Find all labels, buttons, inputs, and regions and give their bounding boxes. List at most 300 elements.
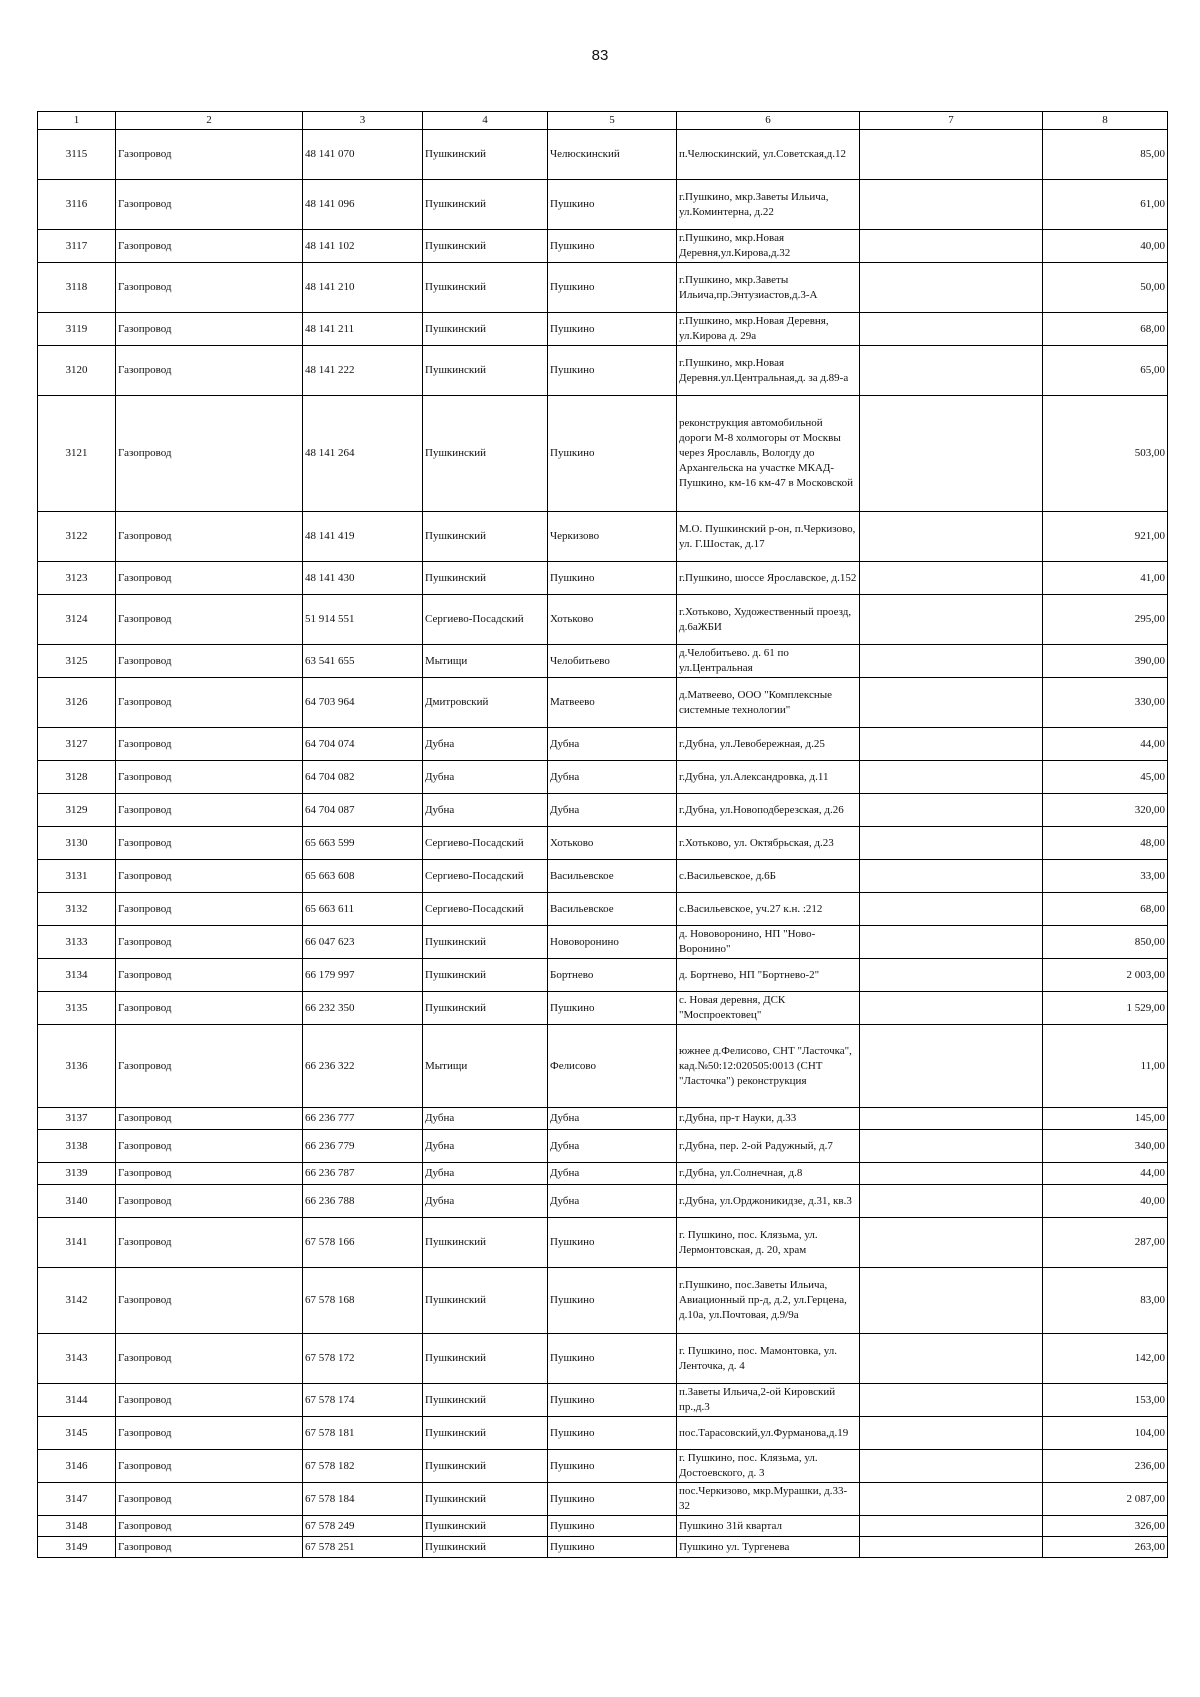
row-number-cell: 3131	[38, 860, 116, 893]
row-number-cell: 3129	[38, 794, 116, 827]
table-row	[38, 926, 1168, 959]
column-7-cell	[860, 645, 1043, 678]
address-cell: д. Нововоронино, НП "Ново-Воронино"	[677, 926, 860, 959]
value-cell: 104,00	[1043, 1417, 1168, 1450]
address-cell: г.Пушкино, мкр.Заветы Ильича, ул.Коминтерна, д.22	[677, 180, 860, 230]
object-type-cell: Газопровод	[116, 1537, 303, 1558]
district-cell: Пушкинский	[423, 230, 548, 263]
object-type-cell: Газопровод	[116, 595, 303, 645]
locality-cell: Дубна	[548, 761, 677, 794]
locality-cell: Черкизово	[548, 512, 677, 562]
value-cell: 68,00	[1043, 313, 1168, 346]
object-code-cell: 65 663 608	[303, 860, 423, 893]
object-code-cell: 65 663 611	[303, 893, 423, 926]
row-number-cell: 3136	[38, 1025, 116, 1108]
object-type-cell: Газопровод	[116, 1334, 303, 1384]
column-7-cell	[860, 1218, 1043, 1268]
district-cell: Пушкинский	[423, 396, 548, 512]
address-cell: г.Пушкино, мкр.Заветы Ильича,пр.Энтузиастов,д.3-А	[677, 263, 860, 313]
address-cell: г.Дубна, ул.Солнечная, д.8	[677, 1163, 860, 1185]
value-cell: 44,00	[1043, 1163, 1168, 1185]
address-cell: г.Дубна, ул.Новоподберезская, д.26	[677, 794, 860, 827]
column-7-cell	[860, 1417, 1043, 1450]
value-cell: 83,00	[1043, 1268, 1168, 1334]
district-cell: Пушкинский	[423, 1384, 548, 1417]
row-number-cell: 3132	[38, 893, 116, 926]
row-number-cell: 3142	[38, 1268, 116, 1334]
object-code-cell: 48 141 096	[303, 180, 423, 230]
value-cell: 295,00	[1043, 595, 1168, 645]
object-type-cell: Газопровод	[116, 1163, 303, 1185]
column-7-cell	[860, 130, 1043, 180]
locality-cell: Пушкино	[548, 562, 677, 595]
table-row	[38, 992, 1168, 1025]
district-cell: Пушкинский	[423, 1450, 548, 1483]
address-cell: г. Пушкино, пос. Мамонтовка, ул. Ленточка, д. 4	[677, 1334, 860, 1384]
locality-cell: Пушкино	[548, 1450, 677, 1483]
row-number-cell: 3144	[38, 1384, 116, 1417]
object-code-cell: 67 578 182	[303, 1450, 423, 1483]
address-cell: пос.Черкизово, мкр.Мурашки, д.33-32	[677, 1483, 860, 1516]
district-cell: Сергиево-Посадский	[423, 595, 548, 645]
object-type-cell: Газопровод	[116, 180, 303, 230]
object-code-cell: 64 704 074	[303, 728, 423, 761]
object-code-cell: 48 141 264	[303, 396, 423, 512]
column-7-cell	[860, 512, 1043, 562]
row-number-cell: 3146	[38, 1450, 116, 1483]
table-row	[38, 1025, 1168, 1108]
locality-cell: Пушкино	[548, 263, 677, 313]
table-row	[38, 1483, 1168, 1516]
value-cell: 40,00	[1043, 1185, 1168, 1218]
district-cell: Дубна	[423, 1108, 548, 1130]
value-cell: 65,00	[1043, 346, 1168, 396]
row-number-cell: 3133	[38, 926, 116, 959]
value-cell: 50,00	[1043, 263, 1168, 313]
value-cell: 503,00	[1043, 396, 1168, 512]
table-row	[38, 1268, 1168, 1334]
table-row	[38, 595, 1168, 645]
table-row	[38, 1185, 1168, 1218]
object-code-cell: 67 578 251	[303, 1537, 423, 1558]
address-cell: г.Пушкино, шоссе Ярославское, д.152	[677, 562, 860, 595]
object-code-cell: 67 578 249	[303, 1516, 423, 1537]
row-number-cell: 3138	[38, 1130, 116, 1163]
column-7-cell	[860, 926, 1043, 959]
district-cell: Пушкинский	[423, 512, 548, 562]
address-cell: г.Хотьково, ул. Октябрьская, д.23	[677, 827, 860, 860]
object-code-cell: 65 663 599	[303, 827, 423, 860]
district-cell: Мытищи	[423, 1025, 548, 1108]
row-number-cell: 3143	[38, 1334, 116, 1384]
object-code-cell: 48 141 210	[303, 263, 423, 313]
table-row	[38, 313, 1168, 346]
address-cell: М.О. Пушкинский р-он, п.Черкизово, ул. Г.Шостак, д.17	[677, 512, 860, 562]
object-code-cell: 66 236 322	[303, 1025, 423, 1108]
table-row	[38, 645, 1168, 678]
object-type-cell: Газопровод	[116, 1483, 303, 1516]
column-7-cell	[860, 860, 1043, 893]
address-cell: г.Дубна, пр-т Науки, д.33	[677, 1108, 860, 1130]
object-code-cell: 67 578 166	[303, 1218, 423, 1268]
object-type-cell: Газопровод	[116, 1025, 303, 1108]
header-row	[38, 112, 1168, 130]
table-row	[38, 230, 1168, 263]
object-type-cell: Газопровод	[116, 562, 303, 595]
locality-cell: Дубна	[548, 1108, 677, 1130]
locality-cell: Фелисово	[548, 1025, 677, 1108]
object-code-cell: 67 578 184	[303, 1483, 423, 1516]
value-cell: 1 529,00	[1043, 992, 1168, 1025]
value-cell: 850,00	[1043, 926, 1168, 959]
column-7-cell	[860, 1025, 1043, 1108]
address-cell: г.Пушкино, пос.Заветы Ильича, Авиационный пр-д, д.2, ул.Герцена, д.10а, ул.Почтовая, д.9/9а	[677, 1268, 860, 1334]
locality-cell: Нововоронино	[548, 926, 677, 959]
object-type-cell: Газопровод	[116, 1218, 303, 1268]
table-row	[38, 1417, 1168, 1450]
object-code-cell: 48 141 102	[303, 230, 423, 263]
object-type-cell: Газопровод	[116, 959, 303, 992]
table-row	[38, 959, 1168, 992]
district-cell: Пушкинский	[423, 130, 548, 180]
address-cell: г.Дубна, ул.Левобережная, д.25	[677, 728, 860, 761]
locality-cell: Пушкино	[548, 1218, 677, 1268]
column-7-cell	[860, 893, 1043, 926]
object-type-cell: Газопровод	[116, 1130, 303, 1163]
value-cell: 68,00	[1043, 893, 1168, 926]
district-cell: Пушкинский	[423, 1268, 548, 1334]
address-cell: д.Челобитьево. д. 61 по ул.Центральная	[677, 645, 860, 678]
table-row	[38, 761, 1168, 794]
object-code-cell: 66 232 350	[303, 992, 423, 1025]
column-header: 6	[677, 112, 860, 130]
address-cell: Пушкино 31й квартал	[677, 1516, 860, 1537]
row-number-cell: 3135	[38, 992, 116, 1025]
column-7-cell	[860, 1185, 1043, 1218]
address-cell: пос.Тарасовский,ул.Фурманова,д.19	[677, 1417, 860, 1450]
district-cell: Пушкинский	[423, 263, 548, 313]
table-row	[38, 346, 1168, 396]
column-header: 8	[1043, 112, 1168, 130]
column-header: 1	[38, 112, 116, 130]
locality-cell: Пушкино	[548, 396, 677, 512]
locality-cell: Челюскинский	[548, 130, 677, 180]
object-type-cell: Газопровод	[116, 1268, 303, 1334]
district-cell: Сергиево-Посадский	[423, 860, 548, 893]
column-header: 4	[423, 112, 548, 130]
row-number-cell: 3122	[38, 512, 116, 562]
object-type-cell: Газопровод	[116, 728, 303, 761]
value-cell: 48,00	[1043, 827, 1168, 860]
district-cell: Пушкинский	[423, 180, 548, 230]
value-cell: 2 087,00	[1043, 1483, 1168, 1516]
district-cell: Пушкинский	[423, 1417, 548, 1450]
value-cell: 236,00	[1043, 1450, 1168, 1483]
address-cell: д.Матвеево, ООО "Комплексные системные технологии"	[677, 678, 860, 728]
row-number-cell: 3140	[38, 1185, 116, 1218]
district-cell: Пушкинский	[423, 313, 548, 346]
row-number-cell: 3128	[38, 761, 116, 794]
district-cell: Пушкинский	[423, 1334, 548, 1384]
locality-cell: Бортнево	[548, 959, 677, 992]
district-cell: Дубна	[423, 1130, 548, 1163]
object-code-cell: 67 578 168	[303, 1268, 423, 1334]
object-code-cell: 48 141 430	[303, 562, 423, 595]
table-row	[38, 1334, 1168, 1384]
value-cell: 326,00	[1043, 1516, 1168, 1537]
locality-cell: Дубна	[548, 1130, 677, 1163]
district-cell: Дубна	[423, 761, 548, 794]
value-cell: 287,00	[1043, 1218, 1168, 1268]
address-cell: г.Дубна, ул.Орджоникидзе, д.31, кв.3	[677, 1185, 860, 1218]
row-number-cell: 3118	[38, 263, 116, 313]
value-cell: 320,00	[1043, 794, 1168, 827]
district-cell: Пушкинский	[423, 1483, 548, 1516]
column-7-cell	[860, 678, 1043, 728]
table-row	[38, 562, 1168, 595]
table-row	[38, 728, 1168, 761]
object-code-cell: 63 541 655	[303, 645, 423, 678]
column-7-cell	[860, 313, 1043, 346]
value-cell: 142,00	[1043, 1334, 1168, 1384]
column-7-cell	[860, 1268, 1043, 1334]
locality-cell: Дубна	[548, 728, 677, 761]
object-code-cell: 64 704 087	[303, 794, 423, 827]
address-cell: п.Заветы Ильича,2-ой Кировский пр.,д.3	[677, 1384, 860, 1417]
object-type-cell: Газопровод	[116, 1516, 303, 1537]
object-code-cell: 48 141 419	[303, 512, 423, 562]
address-cell: г.Дубна, пер. 2-ой Радужный, д.7	[677, 1130, 860, 1163]
locality-cell: Челобитьево	[548, 645, 677, 678]
column-header: 2	[116, 112, 303, 130]
gas-pipeline-registry-table	[37, 111, 1168, 1558]
district-cell: Пушкинский	[423, 1516, 548, 1537]
district-cell: Пушкинский	[423, 346, 548, 396]
row-number-cell: 3116	[38, 180, 116, 230]
district-cell: Пушкинский	[423, 1218, 548, 1268]
address-cell: с.Васильевское, д.6Б	[677, 860, 860, 893]
column-7-cell	[860, 1163, 1043, 1185]
object-type-cell: Газопровод	[116, 860, 303, 893]
address-cell: г.Пушкино, мкр.Новая Деревня, ул.Кирова д. 29а	[677, 313, 860, 346]
locality-cell: Пушкино	[548, 180, 677, 230]
locality-cell: Васильевское	[548, 893, 677, 926]
object-type-cell: Газопровод	[116, 761, 303, 794]
table-row	[38, 893, 1168, 926]
row-number-cell: 3121	[38, 396, 116, 512]
locality-cell: Дубна	[548, 794, 677, 827]
address-cell: п.Челюскинский, ул.Советская,д.12	[677, 130, 860, 180]
column-7-cell	[860, 1537, 1043, 1558]
locality-cell: Пушкино	[548, 1483, 677, 1516]
column-7-cell	[860, 1334, 1043, 1384]
table-row	[38, 794, 1168, 827]
table-row	[38, 130, 1168, 180]
locality-cell: Хотьково	[548, 595, 677, 645]
district-cell: Пушкинский	[423, 992, 548, 1025]
object-type-cell: Газопровод	[116, 1450, 303, 1483]
object-code-cell: 48 141 211	[303, 313, 423, 346]
column-7-cell	[860, 992, 1043, 1025]
object-type-cell: Газопровод	[116, 263, 303, 313]
address-cell: г. Пушкино, пос. Клязьма, ул. Достоевского, д. 3	[677, 1450, 860, 1483]
locality-cell: Пушкино	[548, 346, 677, 396]
object-type-cell: Газопровод	[116, 794, 303, 827]
column-7-cell	[860, 1450, 1043, 1483]
column-7-cell	[860, 1130, 1043, 1163]
column-7-cell	[860, 959, 1043, 992]
column-7-cell	[860, 794, 1043, 827]
object-type-cell: Газопровод	[116, 1185, 303, 1218]
row-number-cell: 3124	[38, 595, 116, 645]
district-cell: Сергиево-Посадский	[423, 893, 548, 926]
district-cell: Сергиево-Посадский	[423, 827, 548, 860]
value-cell: 85,00	[1043, 130, 1168, 180]
row-number-cell: 3139	[38, 1163, 116, 1185]
object-type-cell: Газопровод	[116, 893, 303, 926]
object-type-cell: Газопровод	[116, 1108, 303, 1130]
table-row	[38, 512, 1168, 562]
locality-cell: Васильевское	[548, 860, 677, 893]
value-cell: 263,00	[1043, 1537, 1168, 1558]
value-cell: 921,00	[1043, 512, 1168, 562]
address-cell: г.Пушкино, мкр.Новая Деревня.ул.Центральная,д. за д.89-а	[677, 346, 860, 396]
column-7-cell	[860, 761, 1043, 794]
value-cell: 11,00	[1043, 1025, 1168, 1108]
column-header: 7	[860, 112, 1043, 130]
column-header: 3	[303, 112, 423, 130]
row-number-cell: 3134	[38, 959, 116, 992]
column-7-cell	[860, 1384, 1043, 1417]
table-row	[38, 263, 1168, 313]
column-7-cell	[860, 230, 1043, 263]
object-type-cell: Газопровод	[116, 512, 303, 562]
locality-cell: Дубна	[548, 1185, 677, 1218]
address-cell: южнее д.Фелисово, СНТ "Ласточка", кад.№50:12:020505:0013 (СНТ "Ласточка") реконструкция	[677, 1025, 860, 1108]
locality-cell: Пушкино	[548, 1384, 677, 1417]
row-number-cell: 3141	[38, 1218, 116, 1268]
object-type-cell: Газопровод	[116, 926, 303, 959]
table-row	[38, 678, 1168, 728]
column-7-cell	[860, 595, 1043, 645]
value-cell: 33,00	[1043, 860, 1168, 893]
address-cell: г.Пушкино, мкр.Новая Деревня,ул.Кирова,д.32	[677, 230, 860, 263]
row-number-cell: 3145	[38, 1417, 116, 1450]
object-type-cell: Газопровод	[116, 827, 303, 860]
column-7-cell	[860, 827, 1043, 860]
row-number-cell: 3125	[38, 645, 116, 678]
locality-cell: Дубна	[548, 1163, 677, 1185]
row-number-cell: 3123	[38, 562, 116, 595]
object-code-cell: 66 236 788	[303, 1185, 423, 1218]
row-number-cell: 3119	[38, 313, 116, 346]
table-row	[38, 827, 1168, 860]
column-header: 5	[548, 112, 677, 130]
object-code-cell: 67 578 181	[303, 1417, 423, 1450]
object-type-cell: Газопровод	[116, 645, 303, 678]
value-cell: 40,00	[1043, 230, 1168, 263]
object-code-cell: 64 703 964	[303, 678, 423, 728]
value-cell: 145,00	[1043, 1108, 1168, 1130]
value-cell: 340,00	[1043, 1130, 1168, 1163]
column-7-cell	[860, 562, 1043, 595]
table-row	[38, 860, 1168, 893]
district-cell: Пушкинский	[423, 1537, 548, 1558]
object-type-cell: Газопровод	[116, 992, 303, 1025]
table-row	[38, 1384, 1168, 1417]
column-7-cell	[860, 1483, 1043, 1516]
address-cell: г. Пушкино, пос. Клязьма, ул. Лермонтовская, д. 20, храм	[677, 1218, 860, 1268]
object-code-cell: 51 914 551	[303, 595, 423, 645]
table-row	[38, 1218, 1168, 1268]
value-cell: 44,00	[1043, 728, 1168, 761]
object-code-cell: 66 047 623	[303, 926, 423, 959]
page-number: 83	[591, 47, 609, 64]
district-cell: Пушкинский	[423, 562, 548, 595]
row-number-cell: 3149	[38, 1537, 116, 1558]
district-cell: Мытищи	[423, 645, 548, 678]
object-code-cell: 66 179 997	[303, 959, 423, 992]
row-number-cell: 3120	[38, 346, 116, 396]
column-7-cell	[860, 728, 1043, 761]
value-cell: 61,00	[1043, 180, 1168, 230]
object-type-cell: Газопровод	[116, 130, 303, 180]
object-type-cell: Газопровод	[116, 1384, 303, 1417]
locality-cell: Хотьково	[548, 827, 677, 860]
column-7-cell	[860, 263, 1043, 313]
table-row	[38, 396, 1168, 512]
address-cell: д. Бортнево, НП "Бортнево-2"	[677, 959, 860, 992]
column-7-cell	[860, 396, 1043, 512]
row-number-cell: 3130	[38, 827, 116, 860]
row-number-cell: 3126	[38, 678, 116, 728]
column-7-cell	[860, 1108, 1043, 1130]
value-cell: 2 003,00	[1043, 959, 1168, 992]
column-7-cell	[860, 1516, 1043, 1537]
value-cell: 330,00	[1043, 678, 1168, 728]
locality-cell: Пушкино	[548, 1268, 677, 1334]
value-cell: 153,00	[1043, 1384, 1168, 1417]
district-cell: Дмитровский	[423, 678, 548, 728]
locality-cell: Пушкино	[548, 1334, 677, 1384]
object-code-cell: 66 236 779	[303, 1130, 423, 1163]
value-cell: 390,00	[1043, 645, 1168, 678]
row-number-cell: 3147	[38, 1483, 116, 1516]
column-7-cell	[860, 346, 1043, 396]
object-type-cell: Газопровод	[116, 230, 303, 263]
row-number-cell: 3137	[38, 1108, 116, 1130]
district-cell: Дубна	[423, 1185, 548, 1218]
object-code-cell: 67 578 172	[303, 1334, 423, 1384]
table-row	[38, 180, 1168, 230]
table-body	[38, 130, 1168, 1558]
object-type-cell: Газопровод	[116, 678, 303, 728]
object-code-cell: 66 236 787	[303, 1163, 423, 1185]
table-row	[38, 1537, 1168, 1558]
row-number-cell: 3127	[38, 728, 116, 761]
object-type-cell: Газопровод	[116, 396, 303, 512]
district-cell: Дубна	[423, 1163, 548, 1185]
locality-cell: Пушкино	[548, 313, 677, 346]
district-cell: Дубна	[423, 728, 548, 761]
column-7-cell	[860, 180, 1043, 230]
district-cell: Пушкинский	[423, 926, 548, 959]
district-cell: Дубна	[423, 794, 548, 827]
object-code-cell: 48 141 070	[303, 130, 423, 180]
address-cell: г.Хотьково, Художественный проезд, д.6аЖБИ	[677, 595, 860, 645]
object-type-cell: Газопровод	[116, 313, 303, 346]
address-cell: с.Васильевское, уч.27 к.н. :212	[677, 893, 860, 926]
